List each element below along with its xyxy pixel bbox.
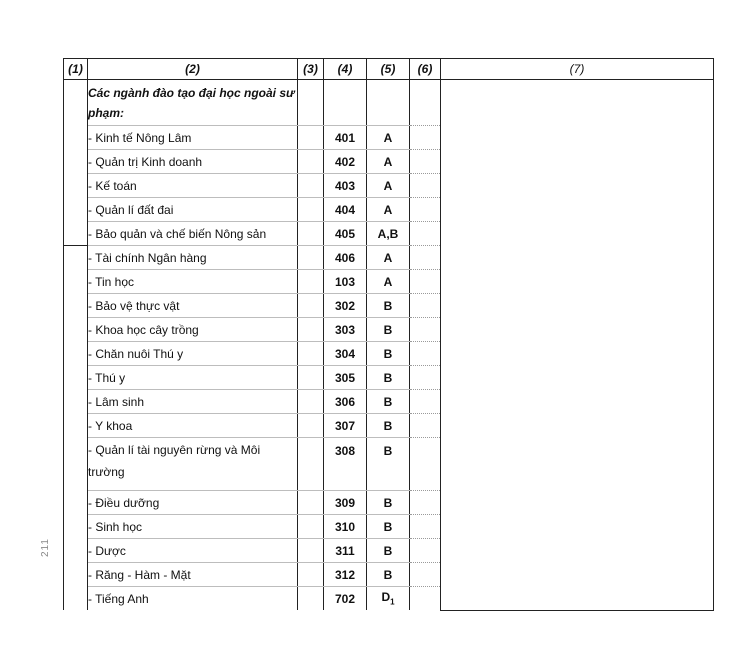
program-name: - Kế toán (88, 174, 298, 198)
program-code: 309 (324, 491, 367, 515)
header-col-1: (1) (64, 59, 88, 80)
header-col-7: (7) (441, 59, 714, 80)
program-name: - Tài chính Ngân hàng (88, 246, 298, 270)
cell-col-6 (410, 80, 441, 126)
cell-col-1 (64, 366, 88, 390)
cell-col-6 (410, 539, 441, 563)
section-heading-row (64, 80, 714, 126)
exam-block: B (367, 515, 410, 539)
cell-col-6 (410, 198, 441, 222)
program-code: 405 (324, 222, 367, 246)
program-code: 311 (324, 539, 367, 563)
cell-col-1 (64, 342, 88, 366)
cell-col-1 (64, 515, 88, 539)
program-code: 312 (324, 563, 367, 587)
cell-col-3 (298, 294, 324, 318)
cell-col-1 (64, 563, 88, 587)
exam-block: B (367, 491, 410, 515)
cell-col-6 (410, 491, 441, 515)
cell-col-5 (367, 80, 410, 126)
exam-block: B (367, 539, 410, 563)
cell-col-6 (410, 438, 441, 491)
cell-col-6 (410, 270, 441, 294)
cell-col-6 (410, 126, 441, 150)
cell-col-1 (64, 294, 88, 318)
cell-col-1 (64, 126, 88, 150)
cell-col-6 (410, 222, 441, 246)
cell-col-1 (64, 318, 88, 342)
program-code: 302 (324, 294, 367, 318)
cell-col-3 (298, 318, 324, 342)
cell-col-1 (64, 587, 88, 611)
cell-col-1 (64, 390, 88, 414)
cell-col-1 (64, 270, 88, 294)
header-col-6: (6) (410, 59, 441, 80)
exam-block: A (367, 270, 410, 294)
exam-block: B (367, 563, 410, 587)
cell-col-3 (298, 222, 324, 246)
program-name: - Chăn nuôi Thú y (88, 342, 298, 366)
cell-col-3 (298, 539, 324, 563)
admissions-table (63, 58, 714, 611)
program-code: 401 (324, 126, 367, 150)
program-name: - Kinh tế Nông Lâm (88, 126, 298, 150)
cell-col-6 (410, 414, 441, 438)
cell-col-1 (64, 222, 88, 246)
program-name: - Quản lí tài nguyên rừng và Môi trường (88, 438, 298, 491)
exam-block: B (367, 318, 410, 342)
program-code: 310 (324, 515, 367, 539)
exam-block: A,B (367, 222, 410, 246)
program-code: 304 (324, 342, 367, 366)
program-name: - Bảo vệ thực vật (88, 294, 298, 318)
notes-column (441, 80, 714, 611)
exam-block: B (367, 438, 410, 491)
program-name: - Bảo quản và chế biến Nông sản (88, 222, 298, 246)
exam-block-subscript: 1 (390, 597, 395, 607)
exam-block: B (367, 414, 410, 438)
program-name: - Sinh học (88, 515, 298, 539)
exam-block: A (367, 198, 410, 222)
cell-col-1 (64, 198, 88, 222)
page-number: 211 (40, 538, 51, 558)
program-name: - Khoa học cây trồng (88, 318, 298, 342)
header-col-2: (2) (88, 59, 298, 80)
cell-col-6 (410, 587, 441, 611)
exam-block: B (367, 294, 410, 318)
exam-block: B (367, 366, 410, 390)
program-code: 307 (324, 414, 367, 438)
cell-col-3 (298, 80, 324, 126)
program-name: - Điều dưỡng (88, 491, 298, 515)
table-body (64, 80, 714, 611)
program-name: - Lâm sinh (88, 390, 298, 414)
program-code: 306 (324, 390, 367, 414)
header-col-4: (4) (324, 59, 367, 80)
exam-block-letter: D (381, 590, 391, 605)
program-code: 404 (324, 198, 367, 222)
cell-col-1 (64, 150, 88, 174)
program-name: - Quản trị Kinh doanh (88, 150, 298, 174)
program-name: - Quản lí đất đai (88, 198, 298, 222)
exam-block (367, 587, 410, 611)
cell-col-3 (298, 246, 324, 270)
program-code: 403 (324, 174, 367, 198)
cell-col-3 (298, 438, 324, 491)
cell-col-4 (324, 80, 367, 126)
program-code: 402 (324, 150, 367, 174)
cell-col-1 (64, 539, 88, 563)
exam-block: A (367, 246, 410, 270)
cell-col-6 (410, 342, 441, 366)
cell-col-3 (298, 563, 324, 587)
cell-col-1 (64, 414, 88, 438)
program-name: - Tiếng Anh (88, 587, 298, 611)
cell-col-1 (64, 246, 88, 270)
cell-col-6 (410, 150, 441, 174)
cell-col-1 (64, 174, 88, 198)
cell-col-1 (64, 438, 88, 491)
program-name: - Dược (88, 539, 298, 563)
exam-block: A (367, 174, 410, 198)
exam-block: B (367, 390, 410, 414)
program-code: 305 (324, 366, 367, 390)
cell-col-6 (410, 515, 441, 539)
cell-col-3 (298, 174, 324, 198)
cell-col-6 (410, 318, 441, 342)
cell-col-6 (410, 390, 441, 414)
header-col-5: (5) (367, 59, 410, 80)
header-col-3: (3) (298, 59, 324, 80)
cell-col-3 (298, 270, 324, 294)
cell-col-3 (298, 198, 324, 222)
cell-col-3 (298, 126, 324, 150)
cell-col-6 (410, 246, 441, 270)
exam-block: A (367, 150, 410, 174)
cell-col-3 (298, 342, 324, 366)
cell-col-3 (298, 390, 324, 414)
cell-col-3 (298, 150, 324, 174)
program-code: 303 (324, 318, 367, 342)
program-code: 308 (324, 438, 367, 491)
cell-col-3 (298, 366, 324, 390)
cell-col-3 (298, 515, 324, 539)
cell-col-6 (410, 294, 441, 318)
cell-col-6 (410, 563, 441, 587)
cell-col-3 (298, 587, 324, 611)
header-row (64, 59, 714, 80)
cell-col-3 (298, 491, 324, 515)
exam-block: B (367, 342, 410, 366)
exam-block: A (367, 126, 410, 150)
section-heading: Các ngành đào tạo đại học ngoài sư phạm: (88, 80, 298, 126)
cell-col-1 (64, 80, 88, 126)
cell-col-6 (410, 366, 441, 390)
program-code: 103 (324, 270, 367, 294)
program-code: 702 (324, 587, 367, 611)
cell-col-3 (298, 414, 324, 438)
cell-col-1 (64, 491, 88, 515)
program-name: - Thú y (88, 366, 298, 390)
program-code: 406 (324, 246, 367, 270)
program-name: - Y khoa (88, 414, 298, 438)
program-name: - Tin học (88, 270, 298, 294)
cell-col-6 (410, 174, 441, 198)
program-name: - Răng - Hàm - Mặt (88, 563, 298, 587)
